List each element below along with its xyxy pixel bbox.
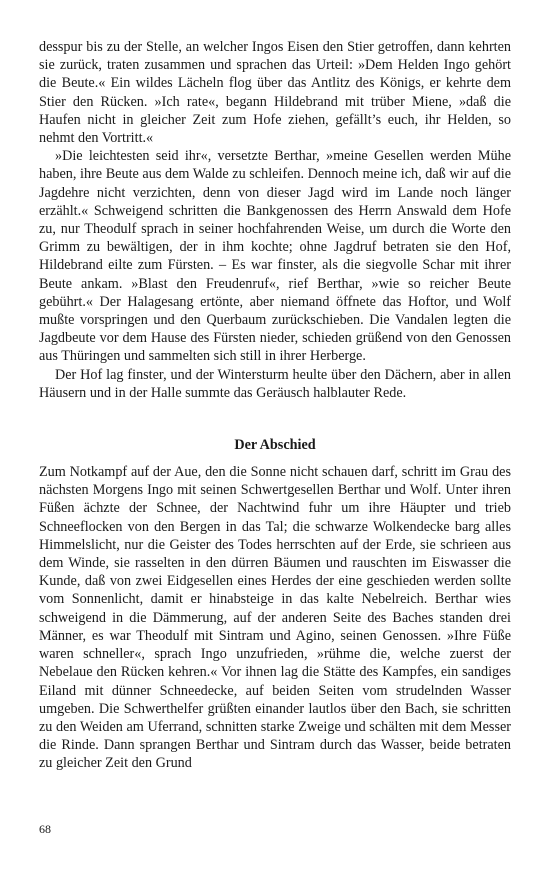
paragraph-2: »Die leichtesten seid ihr«, versetzte Berthar, »meine Gesellen werden Mühe haben, ihre Beute aus dem Walde zu schleifen. Dennoch meine ich, daß wir auf die Jagdehre nicht verzichten, denn von dieser Jagd wird im Lande noch länger erzählt.« Schweigend schritten die Bankgenossen des Herrn Answald dem Hofe zu, nur Theodulf sprach in seiner hochfahrenden Weise, um durch die Worte den Grimm zu bewältigen, der in ihm kochte; ohne Jagdruf betraten sie den Hof, Hildebrand eilte zum Fürsten. – Es war finster, als die siegvolle Schar mit ihrer Beute ankam. »Blast den Freudenruf«, rief Berthar, »wie so reicher Beute gebührt.« Der Halagesang ertönte, aber niemand öffnete das Hoftor, und Wolf mußte vorspringen und den Querbaum zurückschieben. Die Vandalen legten die Jagdbeute vor dem Hause des Fürsten nieder, schieden grüßend von den Genossen aus Thüringen und sammelten sich still in ihrer Herberge. <box>39 148 511 365</box>
paragraph-3: Der Hof lag finster, und der Wintersturm heulte über den Dächern, aber in allen Häusern und in der Halle summte das Geräusch halblauter Rede. <box>39 366 511 401</box>
section-heading: Der Abschied <box>234 437 316 454</box>
book-page <box>39 38 511 773</box>
paragraph-1: desspur bis zu der Stelle, an welcher Ingos Eisen den Stier getroffen, dann kehrten sie zurück, traten zusammen und sprachen das Urteil: »Dem Helden Ingo gehört die Beute.« Ein wildes Lächeln flog über das Antlitz des Königs, er kehrte dem Stier den Rücken. »Ich rate«, begann Hildebrand mit trüber Miene, »daß die Haufen nicht in gleicher Zeit zum Hofe ziehen, gefällt’s euch, ihr Helden, so nehmt den Vortritt.« <box>39 39 511 147</box>
page-number: 68 <box>39 822 51 836</box>
paragraph-4: Zum Notkampf auf der Aue, den die Sonne nicht schauen darf, schritt im Grau des nächsten Morgens Ingo mit seinen Schwertgesellen Berthar und Wolf. Unter ihren Füßen ächzte der Schnee, der Nachtwind fuhr um ihre Häupter und trieb Schneeflocken von den Bergen in das Tal; die schwarze Wolkendecke barg alles Himmelslicht, nur die Geister des Todes herrschten auf der Erde, sie schrieen aus dem Winde, sie rasselten in den dürren Bäumen und rauschten im Eiswasser die Kunde, daß von zwei Eidgesellen eines Herdes der eine geschieden werden sollte vom Sonnenlicht, damit er hinabsteige in das kalte Nebelreich. Berthar wies schweigend in die Dämmerung, auf der anderen Seite des Baches standen drei Männer, es war Theodulf mit Sintram und Agino, seinen Genossen. »Ihre Füße waren schneller«, sprach Ingo unzufrieden, »rühme die, welche zuerst der Nebelaue den Rücken kehren.« Vor ihnen lag die Stätte des Kampfes, ein sandiges Eiland mit dünner Schneedecke, auf beiden Seiten vom strudelnden Wasser umgeben. Die Schwerthelfer grüßten einander lautlos über den Bach, sie schritten zu den Weiden am Uferrand, schnitten starke Zweige und schälten mit dem Messer die Rinde. Dann sprangen Berthar und Sintram durch das Wasser, beide betraten zu gleicher Zeit den Grund <box>39 464 511 772</box>
